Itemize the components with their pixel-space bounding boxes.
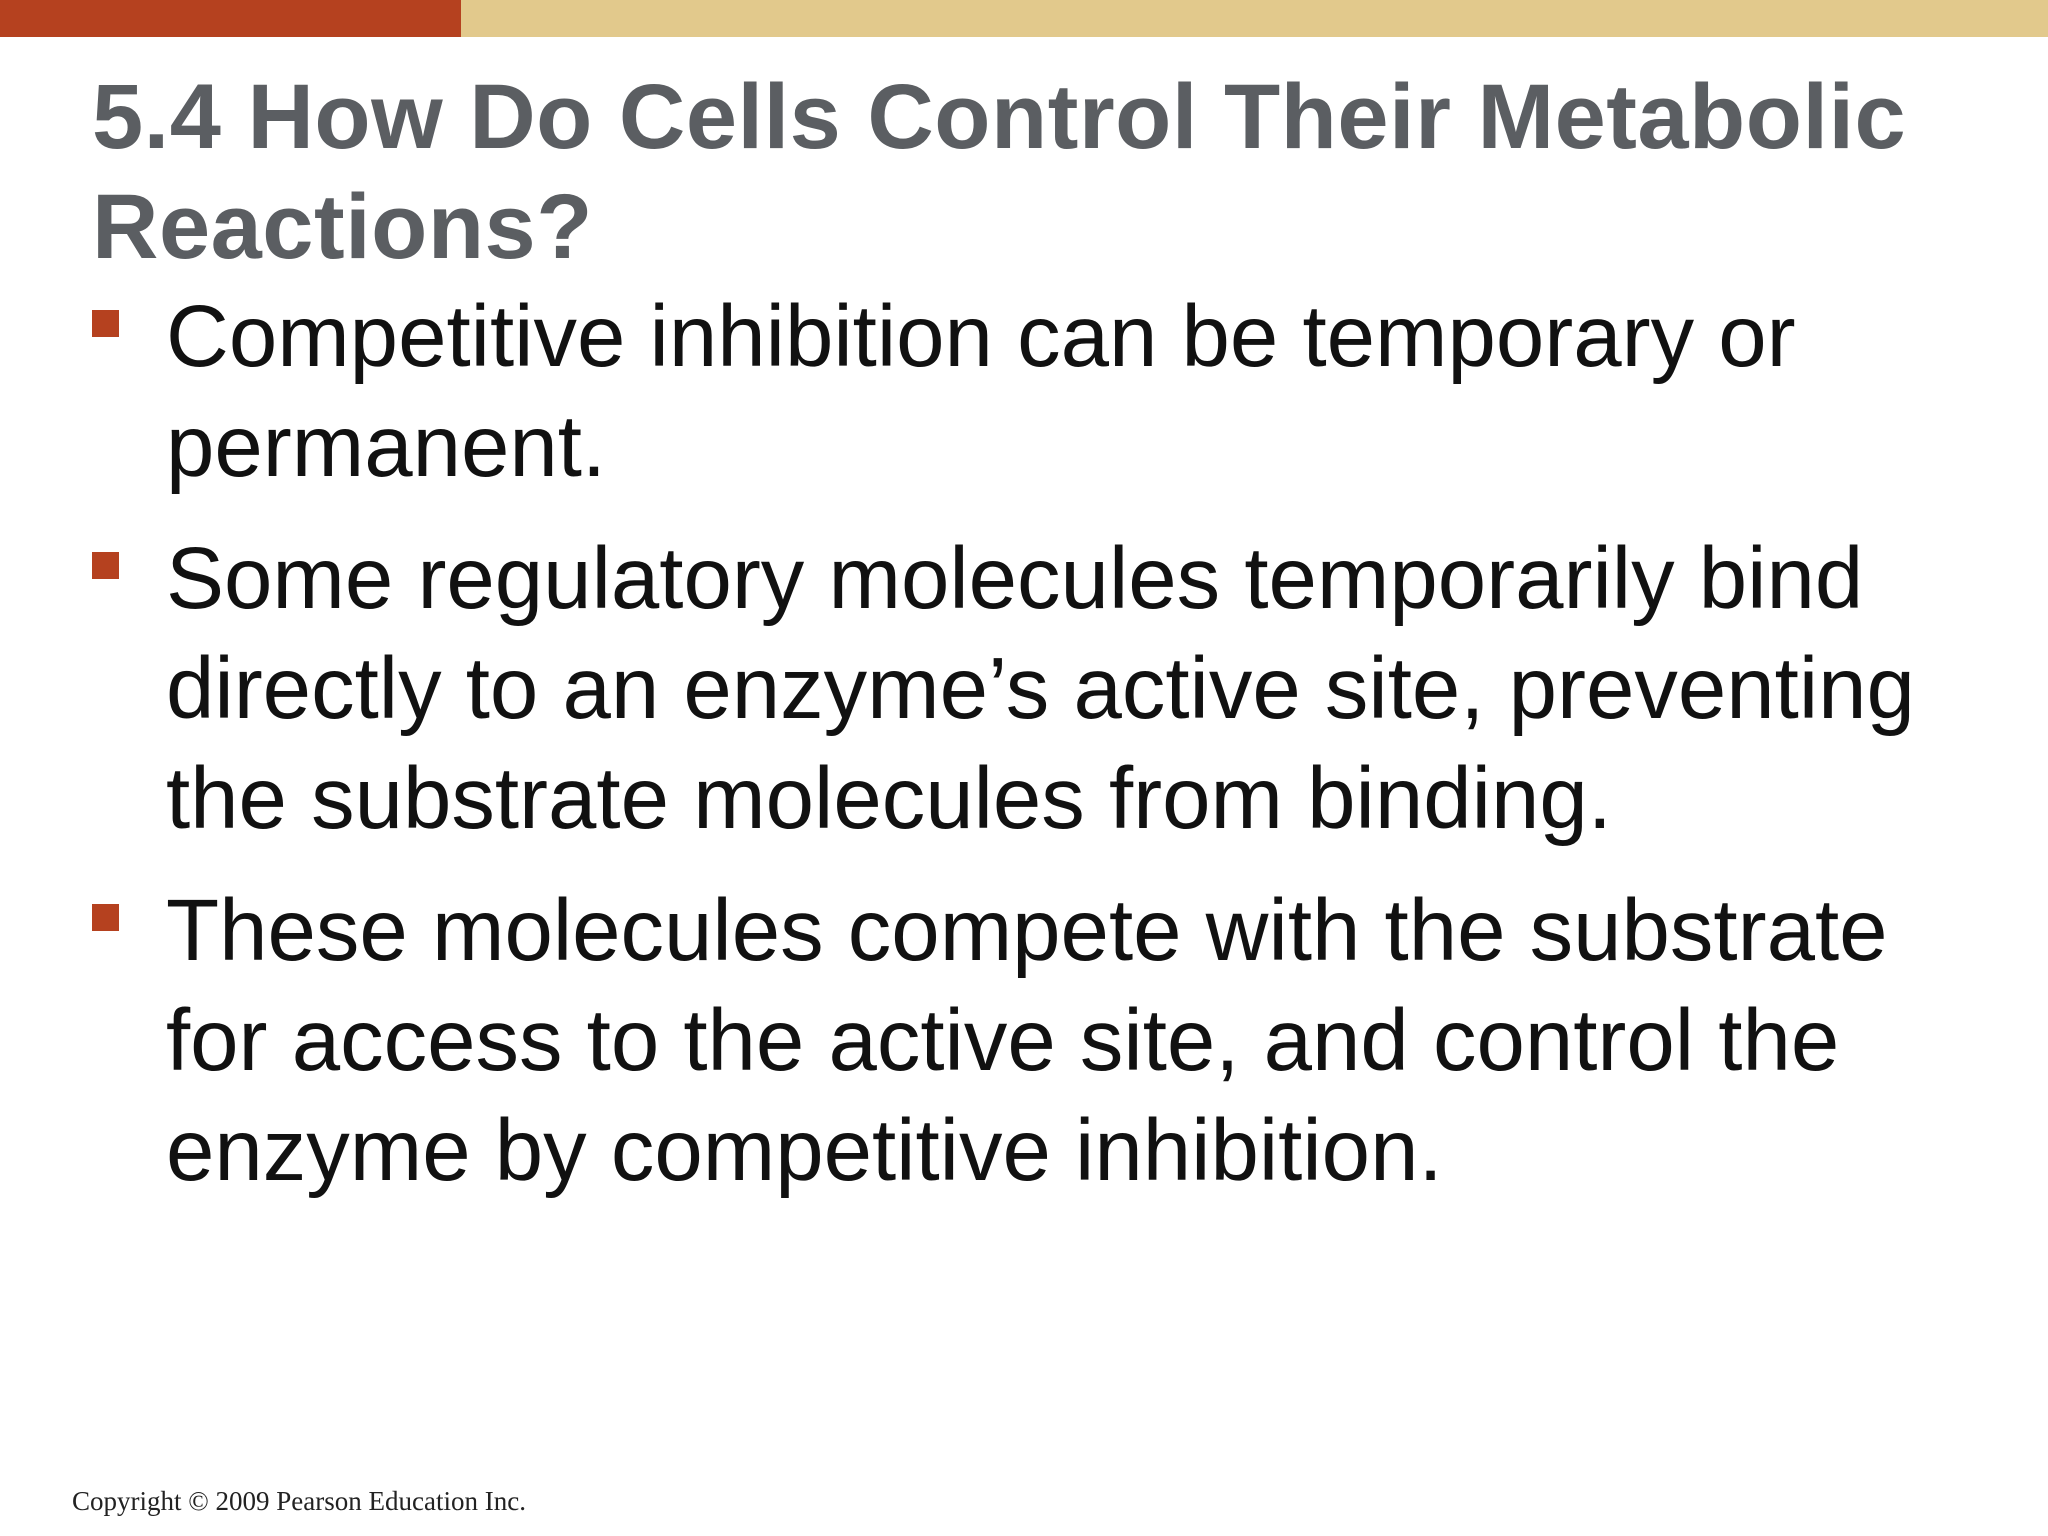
square-bullet-icon xyxy=(92,310,119,337)
top-accent-bar-dark-segment xyxy=(0,0,461,37)
bullet-item xyxy=(92,282,2012,502)
bullet-text: Some regulatory molecules temporarily bind directly to an enzyme’s active site, preventing the substrate molecules from binding. xyxy=(166,530,1915,847)
top-accent-bar-light-segment xyxy=(461,0,2048,37)
top-accent-bar xyxy=(0,0,2048,37)
square-bullet-icon xyxy=(92,904,119,931)
slide-title: 5.4 How Do Cells Control Their Metabolic Reactions? xyxy=(92,66,1907,278)
bullet-item xyxy=(92,876,2012,1206)
copyright-footer: Copyright © 2009 Pearson Education Inc. xyxy=(72,1486,526,1516)
square-bullet-icon xyxy=(92,552,119,579)
bullet-text: These molecules compete with the substrate for access to the active site, and control the enzyme by competitive inhibition. xyxy=(166,882,1888,1199)
bullet-list xyxy=(92,282,2012,1228)
bullet-item xyxy=(92,524,2012,854)
bullet-text: Competitive inhibition can be temporary or permanent. xyxy=(166,288,1796,495)
